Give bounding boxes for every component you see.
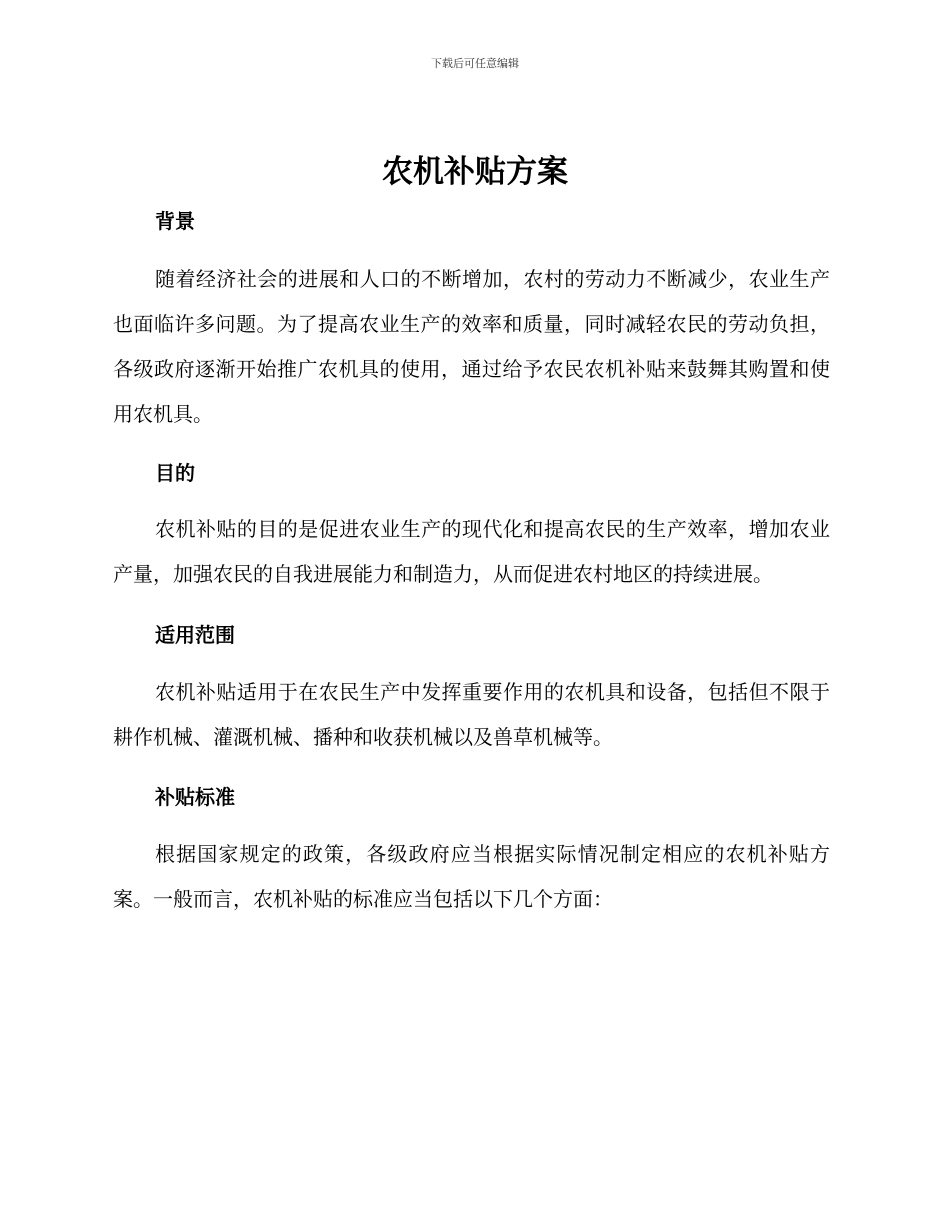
header-note: 下载后可任意编辑 <box>431 57 519 70</box>
document-title: 农机补贴方案 <box>382 154 568 190</box>
section-heading-subsidy-standard: 补贴标准 <box>155 785 235 809</box>
section-heading-purpose: 目的 <box>155 461 195 485</box>
section-heading-background: 背景 <box>155 209 195 233</box>
section-body-subsidy-standard: 根据国家规定的政策，各级政府应当根据实际情况制定相应的农机补贴方案。一般而言，农机补贴的标准应当包括以下几个方面： <box>113 842 830 911</box>
document-body <box>113 205 830 922</box>
section-body-purpose: 农机补贴的目的是促进农业生产的现代化和提高农民的生产效率，增加农业产量，加强农民的自我进展能力和制造力，从而促进农村地区的持续进展。 <box>113 517 830 586</box>
section-heading-scope: 适用范围 <box>155 623 235 647</box>
section-body-background: 随着经济社会的进展和人口的不断增加，农村的劳动力不断减少，农业生产也面临许多问题。为了提高农业生产的效率和质量，同时减轻农民的劳动负担，各级政府逐渐开始推广农机具的使用，通过给予农民农机补贴来鼓舞其购置和使用农机具。 <box>113 267 830 426</box>
section-body-scope: 农机补贴适用于在农民生产中发挥重要作用的农机具和设备，包括但不限于耕作机械、灌溉机械、播种和收获机械以及兽草机械等。 <box>113 680 830 749</box>
